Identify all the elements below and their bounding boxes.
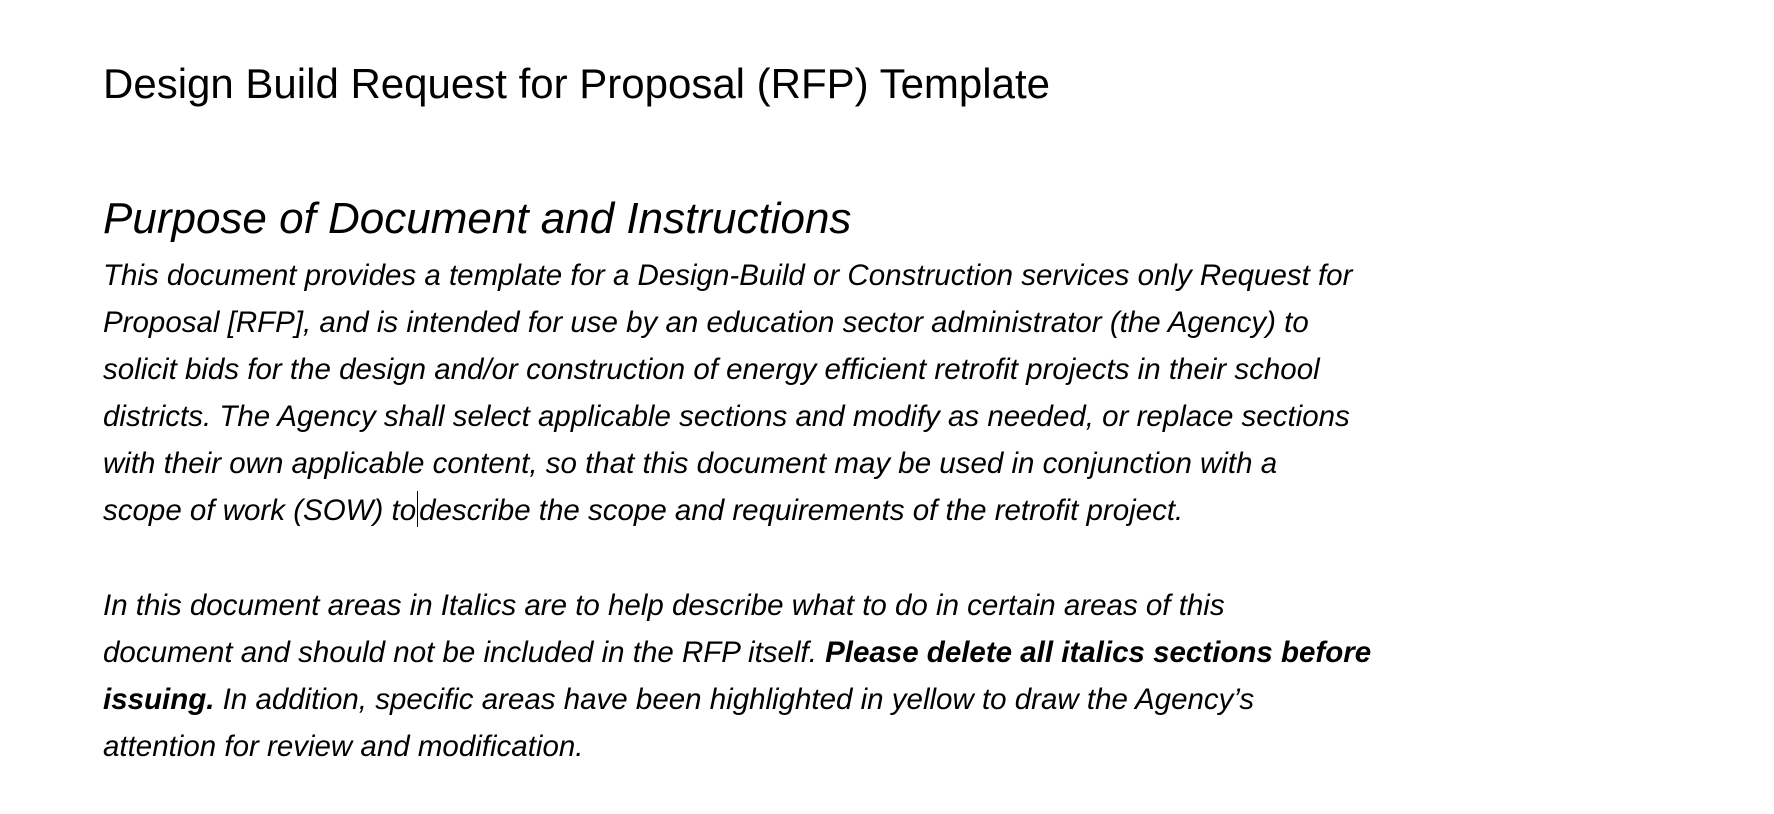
paragraph-line: This document provides a template for a Design-Build or Construction services only Request for xyxy=(103,259,1353,292)
paragraph-line: In this document areas in Italics are to help describe what to do in certain areas of this xyxy=(103,589,1225,622)
paragraph-line xyxy=(103,676,1703,723)
instruction-text: In addition, specific areas have been highlighted in yellow to draw the Agency’s xyxy=(214,683,1255,716)
text-before-cursor: scope of work (SOW) to xyxy=(103,494,417,527)
delete-italics-warning: Please delete all italics sections before xyxy=(825,636,1372,669)
paragraph-line: solicit bids for the design and/or construction of energy efficient retrofit projects in their school xyxy=(103,353,1320,386)
paragraph-line xyxy=(103,629,1703,676)
document-title: Design Build Request for Proposal (RFP) Template xyxy=(103,60,1050,107)
text-cursor xyxy=(417,491,418,527)
paragraph-line xyxy=(103,487,1703,534)
delete-italics-warning-end: issuing. xyxy=(103,683,215,716)
purpose-paragraph xyxy=(103,252,1703,534)
paragraph-line: with their own applicable content, so that this document may be used in conjunction with a xyxy=(103,447,1278,480)
text-after-cursor: describe the scope and requirements of the retrofit project. xyxy=(419,494,1184,527)
section-heading-purpose: Purpose of Document and Instructions xyxy=(103,194,852,243)
instructions-paragraph xyxy=(103,582,1703,770)
paragraph-line: attention for review and modification. xyxy=(103,730,584,763)
paragraph-line: Proposal [RFP], and is intended for use by an education sector administrator (the Agency) to xyxy=(103,306,1309,339)
instruction-text: document and should not be included in the RFP itself. xyxy=(103,636,826,669)
paragraph-line: districts. The Agency shall select applicable sections and modify as needed, or replace sections xyxy=(103,400,1350,433)
